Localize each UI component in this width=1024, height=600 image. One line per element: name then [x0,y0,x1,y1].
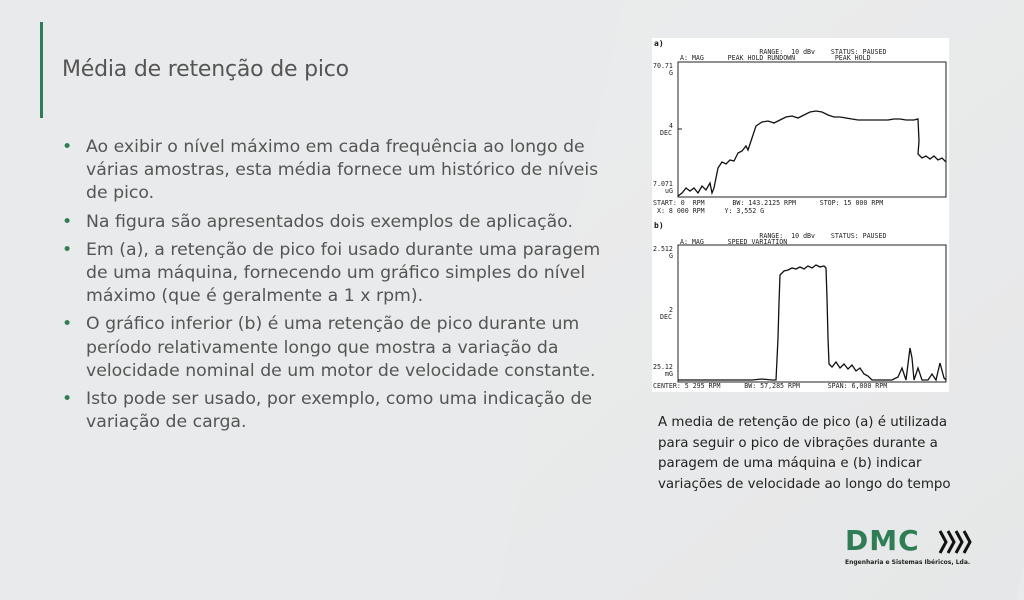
bullet-list [62,136,622,439]
plot-a-header-2: A: MAG PEAK HOLD RUNDOWN PEAK HOLD [680,54,871,62]
plot-b-ybot-unit: mG [665,370,673,378]
plot-b-ybot: 25.12 [653,363,673,371]
bullet-item [62,211,622,234]
bullet-item [62,136,622,206]
bullet-item [62,313,622,383]
plot-a-ytop: 70.71 [653,62,673,70]
plot-b-label: b) [654,221,664,230]
plot-b-header-2: A: MAG SPEED VARIATION [680,238,788,246]
plot-b-ymid-unit: DEC [660,313,672,321]
plot-a-trace [678,111,946,196]
plot-a-ytop-unit: G [669,69,673,77]
bullet-text: O gráfico inferior (b) é uma retenção de pico durante um período relativamente longo que mostra a variação da velocidade nominal de um motor de velocidade constante. [86,314,596,381]
plot-a-ymid-unit: DEC [660,129,672,137]
bullet-text: Isto pode ser usado, por exemplo, como uma indicação de variação de carga. [86,389,593,433]
logo-subtitle: Engenharia e Sistemas Ibéricos, Lda. [845,559,971,566]
plot-b-frame [678,245,946,382]
plot-a-footer-2: X: 8 000 RPM Y: 3,552 G [653,207,765,215]
figure-caption: A media de retenção de pico (a) é utilizada para seguir o pico de vibrações durante a paragem de uma máquina e (b) indicar variações de velocidade ao longo do tempo [658,415,951,492]
plot-b-ytop-unit: G [669,252,673,260]
plot-a-footer-1: START: 0 RPM BW: 143.2125 RPM STOP: 15 000 RPM [653,199,884,207]
plot-a-frame [678,62,946,197]
plot-b-trace [678,265,946,380]
plot-a-ybot-unit: uG [665,187,673,195]
bullet-symbol: • [62,137,73,157]
plot-a-ybot: 7.071 [653,180,673,188]
plot-b-footer-1: CENTER: 5 295 RPM BW: 57,285 RPM SPAN: 6,000 RPM [653,382,888,390]
plot-b-header-1: RANGE: 10 dBv STATUS: PAUSED [680,232,887,240]
bullet-item [62,239,622,309]
company-logo [845,526,975,570]
plot-b-ymid: 2 [669,306,673,314]
bullet-symbol: • [62,314,73,335]
plot-a-header-1: RANGE: 10 dBv STATUS: PAUSED [680,48,887,56]
bullet-symbol: • [62,211,73,232]
bullet-symbol: • [62,239,73,260]
slide-title: Média de retenção de pico [62,57,349,82]
plot-a-ymid: 4 [669,122,673,130]
spectrum-plots [652,38,949,392]
bullet-text: Ao exibir o nível máximo em cada frequência ao longo de várias amostras, esta média fornece um histórico de níveis de pico. [86,137,599,204]
bullet-item [62,388,622,434]
title-accent-bar [40,22,43,118]
logo-wordmark: DMC [845,524,920,557]
logo-mark-icon [937,529,973,555]
bullet-symbol: • [62,389,73,410]
bullet-text: Na figura são apresentados dois exemplos de aplicação. [86,211,573,232]
plot-a-label: a) [654,39,664,48]
spectrum-figure [652,38,949,392]
plot-b-ytop: 2.512 [653,245,673,253]
bullet-text: Em (a), a retenção de pico foi usado durante uma paragem de uma máquina, fornecendo um gráfico simples do nível máximo (que é geralmente a 1 x rpm). [86,239,601,307]
